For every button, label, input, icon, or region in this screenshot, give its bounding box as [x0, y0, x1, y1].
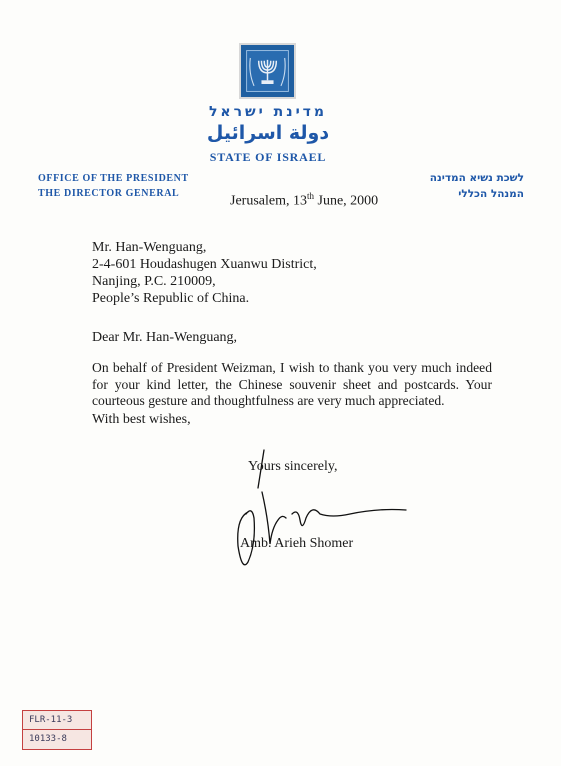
address-line-4: People’s Republic of China.	[92, 291, 250, 306]
address-line-3: Nanjing, P.C. 210009,	[92, 274, 216, 289]
recipient-address	[92, 239, 317, 307]
office-line-1: OFFICE OF THE PRESIDENT	[38, 173, 189, 184]
hebrew-office-title	[398, 170, 524, 202]
date-ordinal: th	[306, 191, 314, 201]
arabic-state-name: دولة اسرائيل	[206, 122, 330, 144]
office-line-2: THE DIRECTOR GENERAL	[38, 188, 180, 199]
address-line-1: Mr. Han-Wenguang,	[92, 240, 207, 255]
hebrew-office-line-2: המנהל הכללי	[458, 188, 524, 200]
english-state-name: STATE OF ISRAEL	[209, 150, 327, 164]
dateline	[230, 191, 378, 210]
closing: Yours sincerely,	[248, 459, 338, 474]
menorah-emblem-icon	[239, 43, 296, 99]
office-title	[38, 171, 189, 201]
signer-name: Amb. Arieh Shomer	[240, 536, 354, 551]
hebrew-office-line-1: לשכת נשיא המדינה	[429, 172, 524, 184]
hebrew-state-name: מדינת ישראל	[208, 104, 328, 120]
archive-stamp	[22, 710, 92, 750]
body-paragraph: On behalf of President Weizman, I wish to thank you very much indeed for your kind letter, the Chinese souvenir sheet and postcards. Your courteous gesture and thoughtfulness are very much appreciated.	[92, 360, 492, 408]
date-month-year: June, 2000	[314, 193, 379, 209]
stamp-line-2: 10133-8	[29, 734, 67, 744]
best-wishes: With best wishes,	[92, 412, 191, 427]
salutation: Dear Mr. Han-Wenguang,	[92, 330, 238, 345]
stamp-line-1: FLR-11-3	[23, 711, 91, 730]
date-city-day: Jerusalem, 13	[230, 193, 307, 209]
address-line-2: 2-4-601 Houdashugen Xuanwu District,	[92, 257, 317, 272]
